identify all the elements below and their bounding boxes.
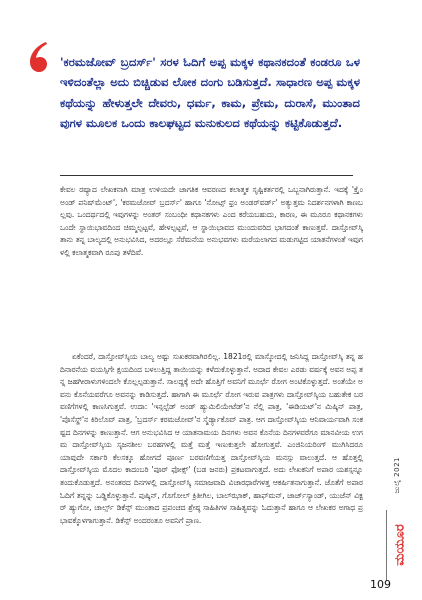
red-opening-quote-icon bbox=[26, 40, 48, 74]
side-rule bbox=[386, 510, 387, 580]
magazine-logo bbox=[390, 516, 410, 574]
body-paragraph-1: ಕೇವಲ ರಷ್ಯಾದ ಲೇಖಕನಾಗಿ ಮಾತ್ರ ಉಳಿಯದೇ ಜಾಗತಿಕ ಆವರಣದ ಕಲಾತ್ಮಕ ಸೃಷ್ಟಿಕರ್ತರಲ್ಲಿ ಒಬ್ಬನಾಗಿರುತ್ತಾನೆ. ಇದಕ್ಕೆ 'ಕ್ರೈಂ ಅಂಡ್ ಪನಿಷ್‌ಮೆಂಟ್', 'ಕರಮಜೋವ್ ಬ್ರದರ್ಸ್' ಹಾಗೂ 'ನೋಟ್ಸ್ ಫ್ರಂ ಅಂಡರ್‌ವರ್ಡ್' ಅತ್ಯುತ್ತಮ ನಿದರ್ಶನಗಳಾಗಿ ಕಾಣಬಲ್ಲವು. ಒಂದರ್ಥದಲ್ಲಿ ಇವುಗಳನ್ನು ಅಂತರ್ ಸಂಬಂಧೀ ಕಥಾನಕಗಳು ಎಂದ ಕರೆಯಬಹುದು, ಕಾರಣ, ಈ ಮೂರೂ ಕಥಾನಕಗಳು ಒಂದೇ ಸ್ಥಾಯಿಭಾವದಿಂದ ಚಿಮ್ಮಲ್ಪಟ್ಟವೆ, ಹೇಳಲ್ಪಟ್ಟವೆ, ಆ ಸ್ಥಾಯಿಭಾವದ ಮುಂದುವರಿದ ಭಾಗದಂತೆ ಕಾಣುತ್ತವೆ. ದಾಸ್ತೋವ್‌ಸ್ಕಿ ತಾನು ತನ್ನ ಬಾಲ್ಯದಲ್ಲಿ ಅನುಭವಿಸಿದ, ಅದರಲ್ಲೂ ಸೆರೆಮನೆಯ ಅನುಭವಗಳು ಮರೆಯಲಾಗದ ಮಡುಗಟ್ಟಿದ ಯಾತನೆಗಳಂತೆ ಇವುಗಳಲ್ಲಿ ಕಲಾತ್ಮಕವಾಗಿ ರೂಪು ತಳೆದಿವೆ. bbox=[60, 185, 363, 257]
issue-date: ಜುಲೈ 2021 bbox=[393, 457, 401, 494]
pull-quote: 'ಕರಮಜೋವ್ ಬ್ರದರ್ಸ್' ಸರಳ ಓದಿಗೆ ಅಪ್ಪ ಮಕ್ಕಳ ಕಥಾನಕದಂತೆ ಕಂಡರೂ ಒಳ ಇಳಿದಂತೆಲ್ಲಾ ಅದು ಬಿಚ್ಚಿಡುವ ಲೋಕ ದಂಗು ಬಡಿಸುತ್ತದೆ. ಸಾಧಾರಣ ಅಪ್ಪ ಮಕ್ಕಳ ಕಥೆಯನ್ನು ಹೇಳುತ್ತಲೇ ದೇವರು, ಧರ್ಮ, ಕಾಮ, ಪ್ರೇಮ, ದುರಾಸೆ, ಮುಂತಾದವುಗಳ ಮೂಲಕ ಒಂದು ಕಾಲಘಟ್ಟದ ಮನುಕುಲದ ಕಥೆಯನ್ನು ಕಟ್ಟಿಕೊಡುತ್ತದೆ. bbox=[60, 55, 360, 131]
divider bbox=[60, 175, 353, 176]
svg-text:ಮಯೂರ: ಮಯೂರ bbox=[392, 524, 408, 566]
page-number: 109 bbox=[370, 578, 391, 591]
body-paragraph-2: ಏಕೆಂದರೆ, ದಾಸ್ತೋವ್‌ಸ್ಕಿಯ ಬಾಲ್ಯ ಅಷ್ಟು ಸುಖಕರವಾಗಿರಲಿಲ್ಲ. 1821ರಲ್ಲಿ ಮಾಸ್ಕೋದಲ್ಲಿ ಜನಿಸಿದ್ದ ದಾಸ್ತೋವ್‌ಸ್ಕಿ ತನ್ನ ಹದಿನಾರನೆಯ ವಯಸ್ಸಿಗೇ ಕ್ಷಯದಿಂದ ಬಳಲುತ್ತಿದ್ದ ತಾಯಿಯನ್ನು ಕಳೆದುಕೊಳ್ಳುತ್ತಾನೆ. ಅದಾದ ಕೇವಲ ಎರಡು ವರ್ಷಕ್ಕೆ ಅವನ ಅಪ್ಪ ತನ್ನ ಜಹಗೀರಾಳುಗಳಿಂದಲೇ ಕೊಲ್ಲಲ್ಪಡುತ್ತಾನೆ. ಸಾಲದ್ದಕ್ಕೆ ಅದೇ ಹೊತ್ತಿಗೆ ಅವನಿಗೆ ಮೂರ್ಛೆ ರೋಗ ಅಂಟಿಕೊಳ್ಳುತ್ತದೆ. ಅಂತೆಯೇ ಅವನು ಕೊನೆಯವರೆಗೂ ಅವನನ್ನು ಕಾಡಿಸುತ್ತದೆ. ಹಾಗಾಗಿ ಈ ಮೂರ್ಛೆ ರೋಗ ಇರುವ ಪಾತ್ರಗಳು ದಾಸ್ತೋವ್‌ಸ್ಕಿಯ ಬಹುತೇಕ ಬರವಣಿಗೆಗಳಲ್ಲಿ ಕಾಣಸಿಗುತ್ತವೆ. ಉದಾ: 'ಇನ್ಸಲ್ಟೆಡ್ ಅಂಡ್ ಹ್ಯುಮಿಲಿಯೇಟೆಡ್'ನ ನೆಲ್ಲಿ ಪಾತ್ರ, 'ಈಡಿಯಟ್'ನ ಮಿಷ್ಕಿನ್ ಪಾತ್ರ, 'ಪೊಸೆಸ್ಡ್'ನ ಕಿರಿಲೊವ್ ಪಾತ್ರ, 'ಬ್ರದರ್ಸ್ ಕರಮಜೋವ್'ನ ಸ್ಮೆರ್ಡ್ಯಾಕೊವ್ ಪಾತ್ರ. ಆಗ ದಾಸ್ತೋವ್‌ಸ್ಕಿಯ ಆನಿವಾರ್ಯವಾಗಿ ಸಂಕಷ್ಟದ ದಿನಗಳನ್ನು ಕಾಣುತ್ತಾನೆ. ಆಗ ಅನುಭವಿಸಿದ ಆ ಯಾತನಾಮಯ ದಿನಗಳು ಅವನ ಕೊನೆಯ ದಿನಗಳವರೆಗೂ ಮಾನವೀಯ ಉಗಮ ದಾಸ್ತೋವ್‌ಸ್ಕಿಯ ಸೃಜನಶೀಲ ಬರಹಗಳಲ್ಲಿ ಮತ್ತೆ ಮತ್ತೆ ಇಣುಕುತ್ತಲೇ ಹೋಗುತ್ತವೆ. ಎಂಜಿನಿಯರಿಂಗ್ ಮುಗಿಸಿದರೂ ಯಾವುದೇ ಸರ್ಕಾರಿ ಕೆಲಸಕ್ಕೂ ಹೋಗದೆ ಪೂರ್ಣ ಬರವಣಿಗೆಯತ್ತ ದಾಸ್ತೋವ್‌ಸ್ಕಿಯ ಮನಸ್ಸು ವಾಲುತ್ತದೆ. ಆ ಹೊತ್ತಲ್ಲಿ ದಾಸ್ತೋವ್‌ಸ್ಕಿಯ ಮೊದಲ ಕಾದಂಬರಿ 'ಪೂರ್ ಫೋಕ್ಸ್' (ಬಡ ಜನರು) ಪ್ರಕಟವಾಗುತ್ತದೆ. ಅದು ಲೇಖಕನಿಗೆ ಅಪಾರ ಯಶಸ್ಸನ್ನೂ ತಂದುಕೊಡುತ್ತದೆ. ಅನಂತರದ ದಿನಗಳಲ್ಲಿ ದಾಸ್ತೋವ್‌ಸ್ಕಿ ಸಮಾಜವಾದಿ ವಿಚಾರಧಾರೆಗಳತ್ತ ಆಕರ್ಷಿತನಾಗುತ್ತಾನೆ. ಜೊತೆಗೆ ಅಪಾರ ಓದಿಗೆ ತನ್ನನ್ನು ಒಡ್ಡಿಕೊಳ್ಳುತ್ತಾನೆ. ಪುಷ್ಕಿನ್, ಗೊಗೋಲ್ ಕ್ರಿತೀಗಿಲ, ಬಾಲ್‌ಝಾಕ್, ಹಾಫ್‌ಮನ್, ಜಾರ್ಜ್‌ಸ್ಯಾಂಡ್, ಯುಜೆನ್ ವಿಕ್ಟರ್ ಹ್ಯುಗೋ, ಚಾರ್ಲ್ಸ್ ಡಿಕೆನ್ಸ್ ಮುಂತಾದ ಪ್ರಪಂಚದ ಶ್ರೇಷ್ಠ ಸಾಹಿತಿಗಳ ಸಾಹಿತ್ಯವನ್ನು ಓದುತ್ತಾನೆ ಹಾಗೂ ಆ ಲೇಖಕರ ಅಗಾಧ ಪ್ರಭಾವಕ್ಕೊಳಗಾಗುತ್ತಾನೆ. ಡಿಕೆನ್ಸ್ ಅಂದರಂತೂ ಅವನಿಗೆ ಪ್ರಾಣ. bbox=[60, 352, 363, 525]
